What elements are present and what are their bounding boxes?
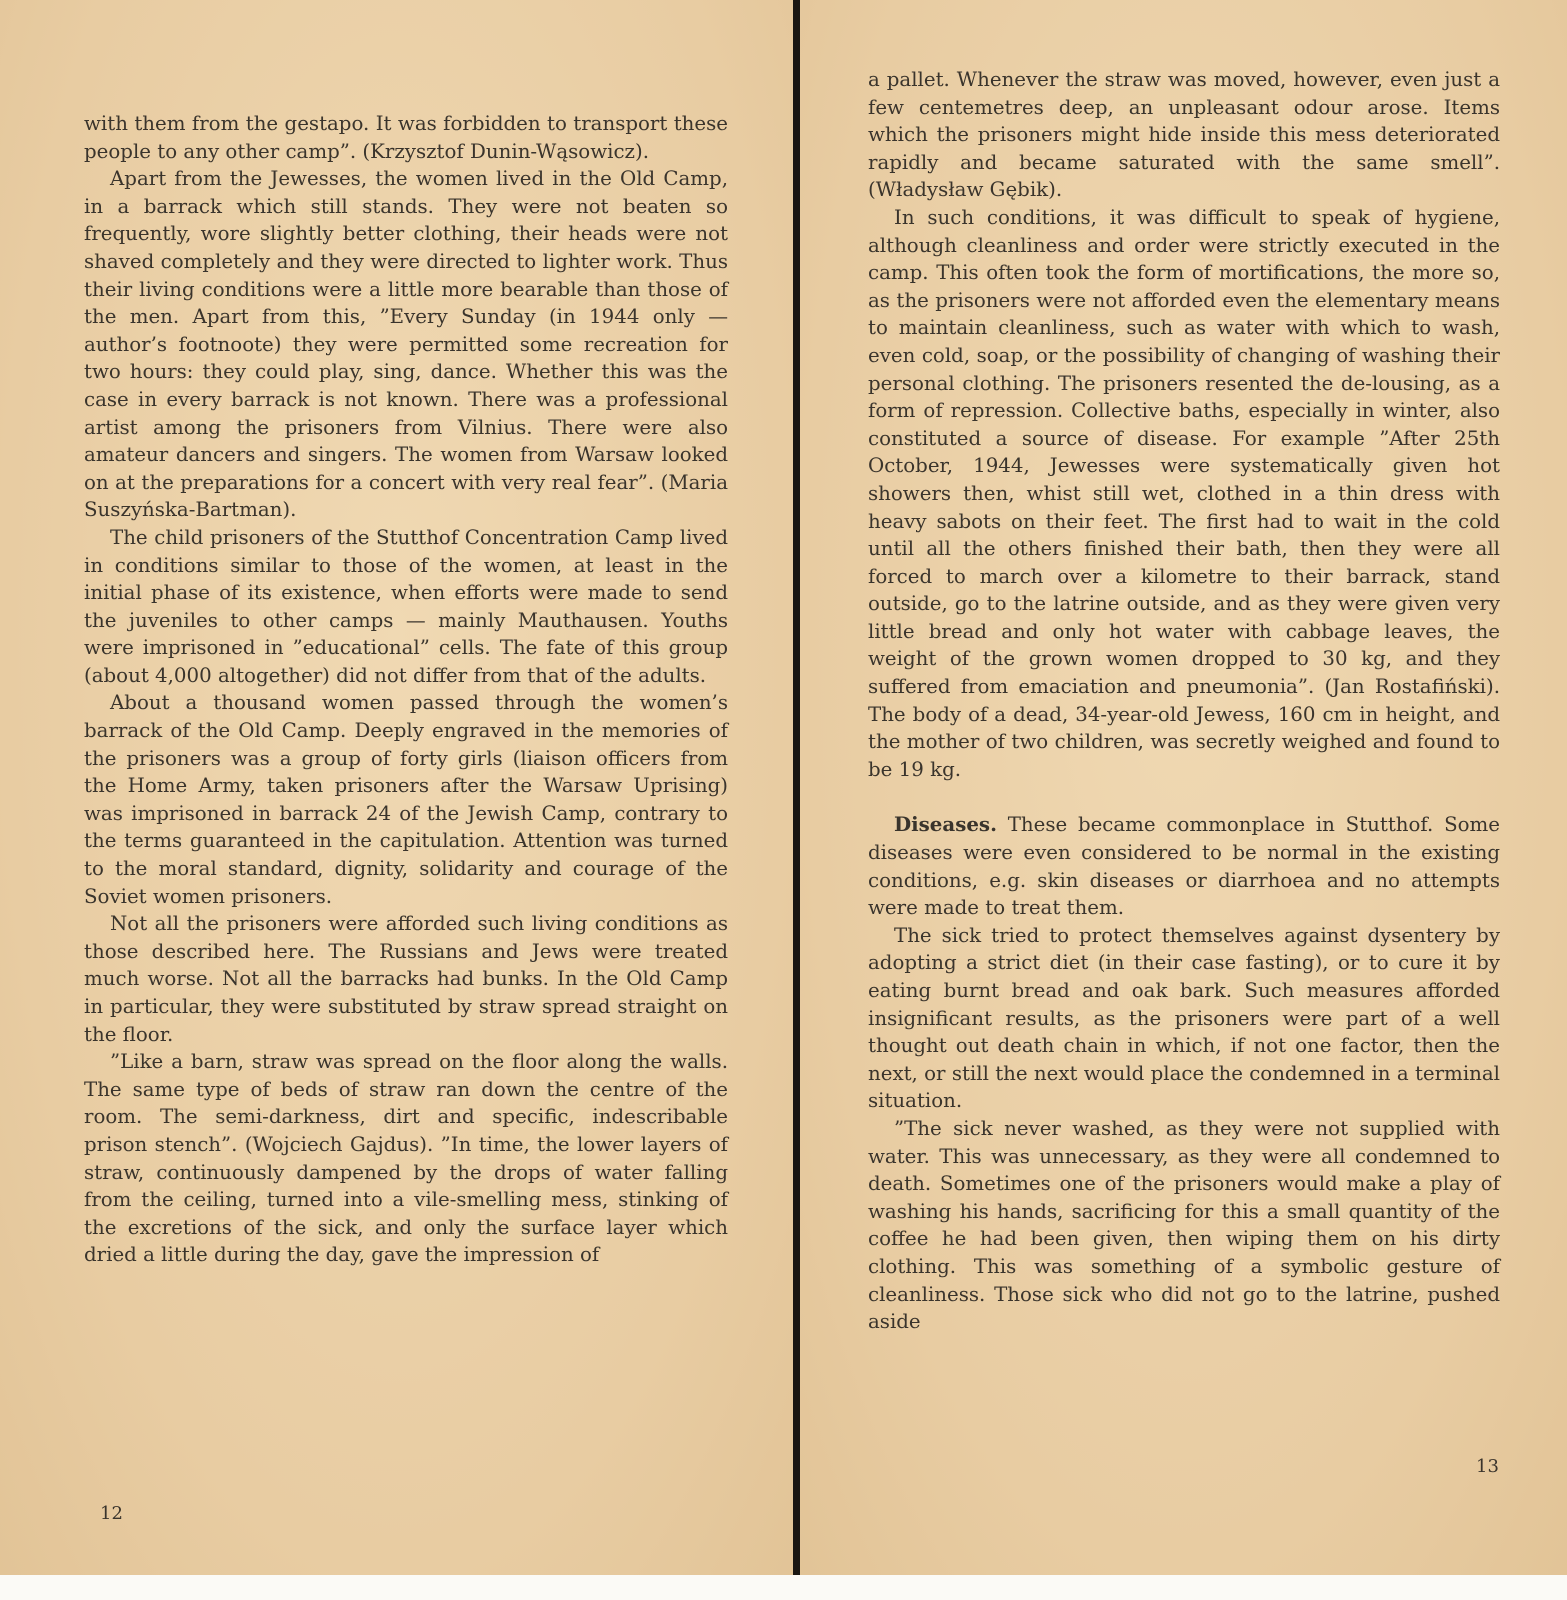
section-spacer xyxy=(868,783,1500,811)
paragraph: ”Like a barn, straw was spread on the floor along the walls. The same type of beds of straw ran down the centre of the room. The semi-darkness, dirt and specific, indescribable prison stench”. (Wojciech Gajdus). ”In time, the lower layers of straw, continuously dampened by the drops of water falling from the ceiling, turned into a vile-smelling mess, stinking of the excretions of the sick, and only the surface layer which dried a little during the day, gave the impression of xyxy=(84,1050,728,1267)
paragraph: The child prisoners of the Stutthof Concentration Camp lived in conditions similar to those of the women, at least in the initial phase of its existence, when efforts were made to send the juveniles to other camps — mainly Mauthausen. Youths were imprisoned in ”educational” cells. The fate of this group (about 4,000 altogether) did not differ from that of the adults. xyxy=(84,525,728,687)
paragraph: Apart from the Jewesses, the women lived in the Old Camp, in a barrack which still stands. They were not beaten so frequently, wore slightly better clothing, their heads were not shaved completely and they were directed to lighter work. Thus their living conditions were a little more bearable than those of the men. Apart from this, ”Every Sunday (in 1944 only — author’s footnoote) they were permitted some recreation for two hours: they could play, sing, dance. Whether this was the case in every barrack is not known. There was a professional artist among the prisoners from Vilnius. There were also amateur dancers and singers. The women from Warsaw looked on at the preparations for a concert with very real fear”. (Maria Suszyńska-Bartman). xyxy=(84,167,728,522)
book-gutter xyxy=(793,0,800,1575)
page-number-right: 13 xyxy=(1476,1456,1499,1477)
paragraph: ”The sick never washed, as they were not supplied with water. This was unnecessary, as they were all condemned to death. Sometimes one of the prisoners would make a play of washing his hands, sacrificing for this a small quantity of the coffee he had been given, then wiping them on his dirty clothing. This was something of a symbolic gesture of cleanliness. Those sick who did not go to the latrine, pushed aside xyxy=(868,1116,1500,1334)
paragraph: The sick tried to protect themselves against dysentery by adopting a strict diet (in their case fasting), or to cure it by eating burnt bread and oak bark. Such measures afforded insignificant results, as the prisoners were part of a well thought out death chain in which, if not one factor, then the next, or still the next would place the condemned in a terminal situation. xyxy=(868,923,1500,1113)
right-text-column xyxy=(868,66,1500,1336)
section-intro: These became commonplace in Stutthof. Some diseases were even considered to be normal in the existing conditions, e.g. skin diseases or diarrhoea and no attempts were made to treat them. xyxy=(868,813,1500,920)
paragraph: a pallet. Whenever the straw was moved, however, even just a few centemetres deep, an unpleasant odour arose. Items which the prisoners might hide inside this mess deteriorated rapidly and became saturated with the same smell”. (Władysław Gębik). xyxy=(868,68,1500,202)
paragraph: About a thousand women passed through the women’s barrack of the Old Camp. Deeply engraved in the memories of the prisoners was a group of forty girls (liaison officers from the Home Army, taken prisoners after the Warsaw Uprising) was imprisoned in barrack 24 of the Jewish Camp, contrary to the terms guaranteed in the capitulation. Attention was turned to the moral standard, dignity, solidarity and courage of the Soviet women prisoners. xyxy=(84,691,728,908)
left-text-column xyxy=(84,110,728,1269)
paragraph: with them from the gestapo. It was forbidden to transport these people to any other camp”. (Krzysztof Dunin-Wąsowicz). xyxy=(84,112,728,163)
section-paragraph xyxy=(868,811,1500,921)
page-number-left: 12 xyxy=(100,1503,123,1524)
paragraph: Not all the prisoners were afforded such living conditions as those described here. The Russians and Jews were treated much worse. Not all the barracks had bunks. In the Old Camp in particular, they were substituted by straw spread straight on the floor. xyxy=(84,912,728,1046)
section-heading: Diseases. xyxy=(894,812,997,837)
paragraph: In such conditions, it was difficult to speak of hygiene, although cleanliness and order were strictly executed in the camp. This often took the form of mortifications, the more so, as the prisoners were not afforded even the elementary means to maintain cleanliness, such as water with which to wash, even cold, soap, or the possibility of changing of washing their personal clothing. The prisoners resented the de-lousing, as a form of repression. Collective baths, especially in winter, also constituted a source of disease. For example ”After 25th October, 1944, Jewesses were systematically given hot showers then, whist still wet, clothed in a thin dress with heavy sabots on their feet. The first had to wait in the cold until all the others finished their bath, then they were all forced to march over a kilometre to their barrack, stand outside, go to the latrine outside, and as they were given very little bread and only hot water with cabbage leaves, the weight of the grown women dropped to 30 kg, and they suffered from emaciation and pneumonia”. (Jan Rostafiński). The body of a dead, 34-year-old Jewess, 160 cm in height, and the mother of two children, was secretly weighed and found to be 19 kg. xyxy=(868,205,1500,781)
